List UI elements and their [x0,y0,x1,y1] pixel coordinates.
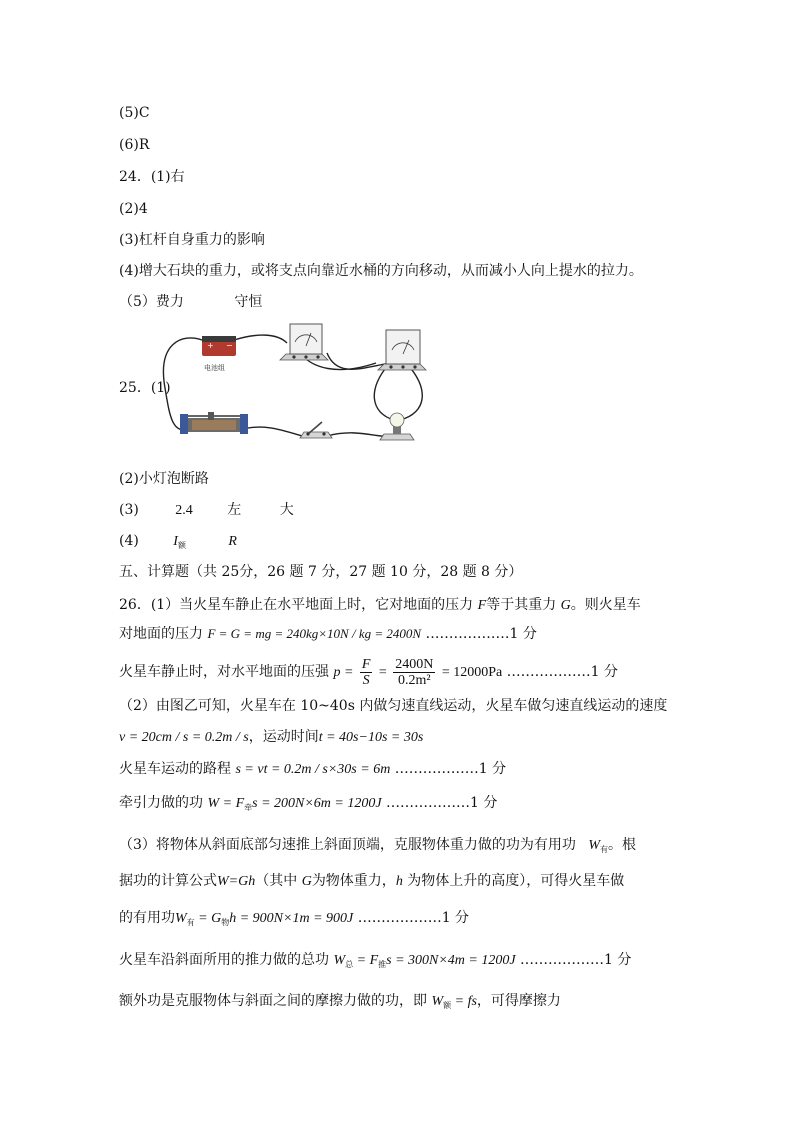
svg-text:+: + [207,341,214,350]
q26-3-useful-score: ………………1 分 [357,910,470,926]
answer-25-4 [119,532,237,555]
answer-24-2: (2)4 [119,201,148,217]
q26-3-extra-text: ，可得摩擦力 [476,993,561,1009]
answer-24-5-b: 守恒 [234,294,263,310]
q26-3-line2 [119,872,624,891]
answer-25-3-big: 大 [279,502,294,518]
q26-3-line5 [119,992,561,1015]
q26-1-force-label: 对地面的压力 [119,626,203,642]
q26-3-paren: （其中 [255,873,298,889]
answer-25-3 [119,501,294,520]
q26-3-total-w: W [333,953,346,968]
q26-1-line3: 火星车静止时，对水平地面的压强 p = $\frac{F}{S}$ = $\frac{2400N}{\text{0.2m²}}$ = 12000Pa ………………1 分 [119,656,619,688]
q26-1-g: G [560,598,571,613]
fraction-fs-num: F [361,656,371,672]
answer-5c: (5)C [119,105,150,121]
q26-3-useful-label: 的有用功 [119,910,175,926]
q26-3-formula: W=Gh [217,874,256,889]
battery-label: 电池组 [204,364,225,372]
q26-3-useful-w: W [175,911,187,926]
q26-1-pressure-result: = 12000Pa [441,665,503,680]
q26-3-total-label: 火星车沿斜面所用的推力做的总功 [119,952,329,968]
q26-1-pressure-p: p = [333,665,354,680]
q26-3-line3 [119,909,469,932]
q26-2-distance-label: 火星车运动的路程 [119,761,231,777]
answer-25-4-label: (4) [119,533,139,549]
answer-25-4-current: I [173,534,178,549]
q26-2-distance-score: ………………1 分 [394,761,507,777]
battery-pack-icon [202,336,236,372]
answer-25-2: (2)小灯泡断路 [119,471,209,487]
answer-24-3: (3)杠杆自身重力的影响 [119,232,265,248]
q26-1-text: 26．(1）当火星车静止在水平地面上时，它对地面的压力 [119,597,474,613]
q26-2-work-w: W = F [207,796,245,811]
q26-3-total-f-sub: 推 [378,960,387,969]
q26-3-hdesc: 为物体上升的高度），可得火星车做 [407,873,625,889]
q26-1-fraction-fs [360,657,373,688]
q26-3-useful-g-sub: 物 [221,918,230,927]
answer-24-4: (4)增大石块的重力，或将支点向靠近水桶的方向移动，从而减小人向上提水的拉力。 [119,263,643,279]
q26-2-distance-formula: s = vt = 0.2m / s×30s = 6m [235,762,391,777]
circuit-diagram [162,318,432,448]
q26-3-extra-formula: = fs [451,994,477,1009]
q26-3-formula-label: 据功的计算公式 [119,873,217,889]
q26-3-useful-formula: h = 900N×1m = 900J [229,911,354,926]
switch-icon [300,422,332,438]
q26-3-g: G [301,874,312,889]
q26-3-gdesc: 为物体重力， [311,873,396,889]
q26-3-extra-w-sub: 额 [443,1001,452,1010]
q26-3-extra-label: 额外功是克服物体与斜面之间的摩擦力做的功，即 [119,993,427,1009]
ammeter-icon [280,324,328,360]
rheostat-icon [180,412,248,434]
q26-1-line1 [119,596,641,615]
fraction-values-den: 0.2m² [398,672,431,688]
q26-3-line4 [119,951,631,974]
q26-3-total-f: = F [353,953,379,968]
q26-1-f: F [477,598,487,613]
q26-1-pressure-label: 火星车静止时，对水平地面的压强 [119,664,329,680]
q26-3-extra-w: W [431,994,444,1009]
q26-3-w-sub: 有 [600,845,609,854]
section-5-heading: 五、计算题（共 25分，26 题 7 分，27 题 10 分，28 题 8 分） [119,564,523,580]
q26-1-text3: 。则火星车 [570,597,641,613]
q26-1-fraction-values [393,657,435,688]
answer-25-4-current-sub: 额 [177,541,186,550]
q26-2-time: t = 40s−10s = 30s [318,730,424,745]
q26-3-total-w-sub: 总 [345,960,354,969]
answer-25-4-resistance: R [228,534,237,549]
q26-3-line1 [119,836,636,859]
answer-24-5-a: （5）费力 [119,294,184,310]
voltmeter-icon [378,330,426,370]
q26-2-velocity: v = 20cm / s = 0.2m / s [119,730,249,745]
q26-2-work-sub: 牵 [244,803,253,812]
q26-1-line2 [119,625,537,643]
q26-2-work-score: ………………1 分 [386,795,498,811]
answer-24-1: 24．(1)右 [119,169,185,185]
q26-2-line1: （2）由图乙可知，火星车在 10~40s 内做匀速直线运动，火星车做匀速直线运动的速度 [119,698,668,714]
q26-2-line3 [119,760,506,779]
q26-1-pressure-score: ………………1 分 [506,664,619,680]
fraction-values-num: 2400N [395,656,434,672]
q26-2-line4 [119,794,497,817]
q26-2-work-formula: s = 200N×6m = 1200J [252,796,382,811]
answer-25-1: 25．(1) [119,380,171,396]
q26-3-w: W [588,838,601,853]
fraction-fs-den: S [362,672,370,688]
answer-25-3-left: 左 [227,502,242,518]
q26-1-text2: 等于其重力 [486,597,557,613]
q26-3-total-formula: s = 300N×4m = 1200J [386,953,516,968]
answer-24-5 [119,293,262,311]
answer-25-3-value: 2.4 [175,503,193,518]
q26-3-useful-w-sub: 有 [186,918,195,927]
q26-1-force-score: ………………1 分 [425,626,537,642]
q26-3-text2: 。根 [608,837,637,853]
q26-1-force-formula: F = G = mg = 240kg×10N / kg = 2400N [207,626,422,641]
q26-2-time-label: ，运动时间 [248,729,319,745]
q26-3-h: h [395,874,403,889]
answer-25-3-label: (3) [119,502,139,518]
q26-3-text: （3）将物体从斜面底部匀速推上斜面顶端，克服物体重力做的功为有用功 [119,837,576,853]
svg-text:−: − [226,341,233,350]
q26-2-work-label: 牵引力做的功 [119,795,203,811]
q26-2-line2 [119,728,423,747]
q26-3-useful-g: = G [194,911,222,926]
q26-3-total-score: ………………1 分 [520,952,632,968]
answer-6r: (6)R [119,137,150,153]
